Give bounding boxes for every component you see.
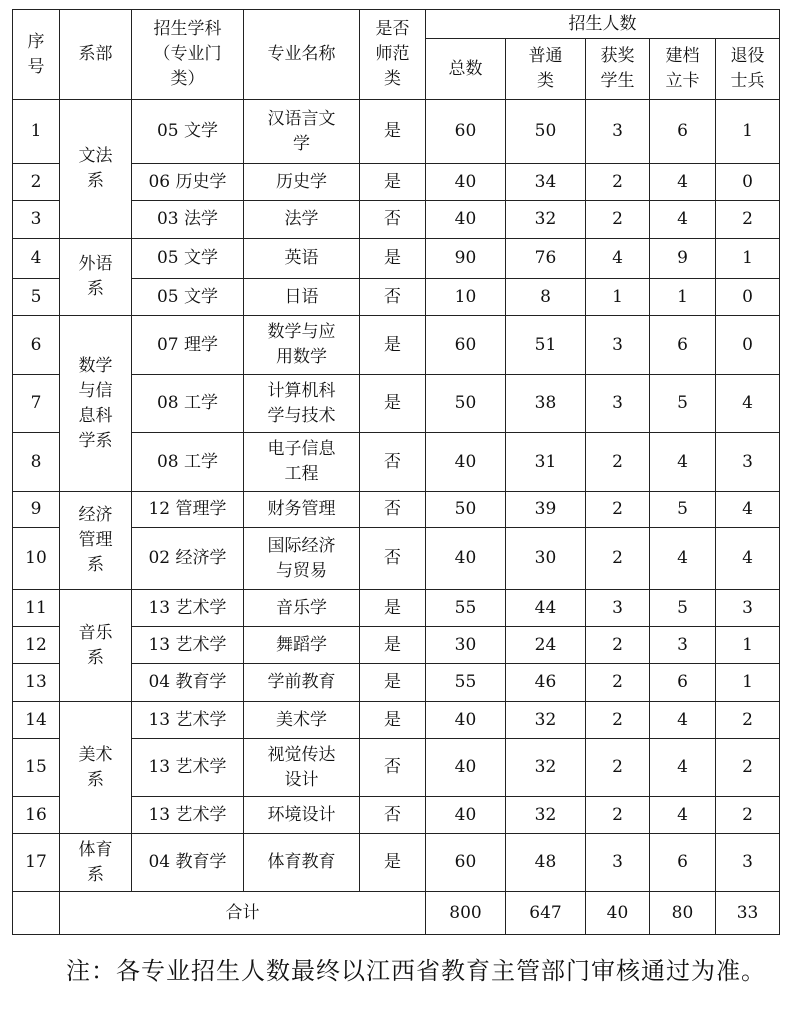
subject-cell: 08 工学 <box>132 375 244 433</box>
table-row <box>13 702 780 739</box>
row-seq: 3 <box>13 201 60 239</box>
veteran-cell: 0 <box>716 316 780 375</box>
subject-cell: 12 管理学 <box>132 492 244 528</box>
header-veteran: 退役 士兵 <box>716 39 780 100</box>
poverty-cell: 4 <box>650 433 716 492</box>
veteran-cell: 4 <box>716 528 780 590</box>
footnote <box>14 948 780 995</box>
totals-poverty: 80 <box>650 892 716 935</box>
award-cell: 3 <box>586 100 650 164</box>
veteran-cell: 1 <box>716 100 780 164</box>
row-seq: 17 <box>13 834 60 892</box>
dept-cell: 文法 系 <box>60 100 132 239</box>
subject-cell: 13 艺术学 <box>132 797 244 834</box>
total-cell: 40 <box>426 433 506 492</box>
subject-cell: 13 艺术学 <box>132 627 244 664</box>
row-seq: 14 <box>13 702 60 739</box>
poverty-cell: 6 <box>650 100 716 164</box>
major-cell: 音乐学 <box>244 590 360 627</box>
major-cell: 学前教育 <box>244 664 360 702</box>
row-seq: 2 <box>13 164 60 201</box>
header-general: 普通 类 <box>506 39 586 100</box>
normal-cell: 否 <box>360 201 426 239</box>
award-cell: 2 <box>586 797 650 834</box>
poverty-cell: 4 <box>650 797 716 834</box>
totals-general: 647 <box>506 892 586 935</box>
general-cell: 32 <box>506 702 586 739</box>
award-cell: 2 <box>586 739 650 797</box>
general-cell: 24 <box>506 627 586 664</box>
normal-cell: 是 <box>360 590 426 627</box>
totals-award: 40 <box>586 892 650 935</box>
award-cell: 3 <box>586 375 650 433</box>
row-seq: 11 <box>13 590 60 627</box>
normal-cell: 否 <box>360 279 426 316</box>
subject-cell: 02 经济学 <box>132 528 244 590</box>
poverty-cell: 4 <box>650 528 716 590</box>
poverty-cell: 4 <box>650 702 716 739</box>
subject-cell: 13 艺术学 <box>132 739 244 797</box>
row-seq: 16 <box>13 797 60 834</box>
totals-label: 合计 <box>60 892 426 935</box>
poverty-cell: 5 <box>650 375 716 433</box>
major-cell: 国际经济 与贸易 <box>244 528 360 590</box>
table-row <box>13 834 780 892</box>
row-seq: 10 <box>13 528 60 590</box>
total-cell: 55 <box>426 590 506 627</box>
totals-total: 800 <box>426 892 506 935</box>
general-cell: 8 <box>506 279 586 316</box>
award-cell: 2 <box>586 528 650 590</box>
subject-cell: 04 教育学 <box>132 664 244 702</box>
header-dept: 系部 <box>60 10 132 100</box>
veteran-cell: 1 <box>716 239 780 279</box>
veteran-cell: 2 <box>716 201 780 239</box>
general-cell: 51 <box>506 316 586 375</box>
total-cell: 90 <box>426 239 506 279</box>
header-award: 获奖 学生 <box>586 39 650 100</box>
header-poverty: 建档 立卡 <box>650 39 716 100</box>
enrollment-table <box>12 9 780 935</box>
total-cell: 40 <box>426 201 506 239</box>
row-seq: 6 <box>13 316 60 375</box>
normal-cell: 是 <box>360 375 426 433</box>
subject-cell: 08 工学 <box>132 433 244 492</box>
award-cell: 3 <box>586 316 650 375</box>
footnote-text: 注：各专业招生人数最终以江西省教育主管部门审核通过为准。 <box>66 957 766 985</box>
normal-cell: 否 <box>360 528 426 590</box>
total-cell: 40 <box>426 702 506 739</box>
normal-cell: 是 <box>360 100 426 164</box>
total-cell: 30 <box>426 627 506 664</box>
total-cell: 60 <box>426 316 506 375</box>
veteran-cell: 2 <box>716 702 780 739</box>
header-total: 总数 <box>426 39 506 100</box>
row-seq: 12 <box>13 627 60 664</box>
row-seq: 13 <box>13 664 60 702</box>
general-cell: 34 <box>506 164 586 201</box>
normal-cell: 是 <box>360 316 426 375</box>
general-cell: 46 <box>506 664 586 702</box>
veteran-cell: 2 <box>716 739 780 797</box>
veteran-cell: 1 <box>716 627 780 664</box>
veteran-cell: 0 <box>716 279 780 316</box>
row-seq: 5 <box>13 279 60 316</box>
totals-row <box>13 892 780 935</box>
total-cell: 50 <box>426 375 506 433</box>
header-seq: 序 号 <box>13 10 60 100</box>
subject-cell: 05 文学 <box>132 100 244 164</box>
major-cell: 数学与应 用数学 <box>244 316 360 375</box>
subject-cell: 07 理学 <box>132 316 244 375</box>
poverty-cell: 3 <box>650 627 716 664</box>
dept-cell: 美术 系 <box>60 702 132 834</box>
general-cell: 31 <box>506 433 586 492</box>
major-cell: 日语 <box>244 279 360 316</box>
veteran-cell: 4 <box>716 375 780 433</box>
dept-cell: 体育 系 <box>60 834 132 892</box>
table-row <box>13 316 780 375</box>
award-cell: 4 <box>586 239 650 279</box>
header-subject: 招生学科 （专业门 类） <box>132 10 244 100</box>
total-cell: 10 <box>426 279 506 316</box>
award-cell: 2 <box>586 201 650 239</box>
major-cell: 环境设计 <box>244 797 360 834</box>
general-cell: 32 <box>506 201 586 239</box>
total-cell: 55 <box>426 664 506 702</box>
general-cell: 32 <box>506 797 586 834</box>
subject-cell: 06 历史学 <box>132 164 244 201</box>
general-cell: 50 <box>506 100 586 164</box>
dept-cell: 经济 管理 系 <box>60 492 132 590</box>
total-cell: 40 <box>426 528 506 590</box>
general-cell: 30 <box>506 528 586 590</box>
table-row <box>13 590 780 627</box>
normal-cell: 否 <box>360 492 426 528</box>
total-cell: 40 <box>426 739 506 797</box>
general-cell: 44 <box>506 590 586 627</box>
poverty-cell: 5 <box>650 492 716 528</box>
subject-cell: 13 艺术学 <box>132 590 244 627</box>
poverty-cell: 9 <box>650 239 716 279</box>
award-cell: 2 <box>586 702 650 739</box>
normal-cell: 否 <box>360 433 426 492</box>
subject-cell: 13 艺术学 <box>132 702 244 739</box>
normal-cell: 否 <box>360 739 426 797</box>
veteran-cell: 0 <box>716 164 780 201</box>
total-cell: 60 <box>426 100 506 164</box>
major-cell: 财务管理 <box>244 492 360 528</box>
major-cell: 汉语言文 学 <box>244 100 360 164</box>
major-cell: 法学 <box>244 201 360 239</box>
award-cell: 2 <box>586 164 650 201</box>
subject-cell: 04 教育学 <box>132 834 244 892</box>
normal-cell: 否 <box>360 797 426 834</box>
header-major: 专业名称 <box>244 10 360 100</box>
veteran-cell: 3 <box>716 590 780 627</box>
poverty-cell: 4 <box>650 739 716 797</box>
total-cell: 60 <box>426 834 506 892</box>
total-cell: 40 <box>426 164 506 201</box>
normal-cell: 是 <box>360 702 426 739</box>
table-row <box>13 239 780 279</box>
header-enroll: 招生人数 <box>426 10 780 39</box>
award-cell: 2 <box>586 664 650 702</box>
poverty-cell: 6 <box>650 664 716 702</box>
veteran-cell: 3 <box>716 834 780 892</box>
major-cell: 历史学 <box>244 164 360 201</box>
dept-cell: 数学 与信 息科 学系 <box>60 316 132 492</box>
major-cell: 美术学 <box>244 702 360 739</box>
award-cell: 1 <box>586 279 650 316</box>
row-seq: 15 <box>13 739 60 797</box>
row-seq: 8 <box>13 433 60 492</box>
row-seq: 1 <box>13 100 60 164</box>
veteran-cell: 3 <box>716 433 780 492</box>
header-normal: 是否 师范 类 <box>360 10 426 100</box>
poverty-cell: 1 <box>650 279 716 316</box>
subject-cell: 05 文学 <box>132 279 244 316</box>
dept-cell: 音乐 系 <box>60 590 132 702</box>
veteran-cell: 1 <box>716 664 780 702</box>
award-cell: 3 <box>586 590 650 627</box>
veteran-cell: 4 <box>716 492 780 528</box>
row-seq: 7 <box>13 375 60 433</box>
normal-cell: 是 <box>360 239 426 279</box>
normal-cell: 是 <box>360 627 426 664</box>
major-cell: 舞蹈学 <box>244 627 360 664</box>
table-row <box>13 100 780 164</box>
poverty-cell: 5 <box>650 590 716 627</box>
major-cell: 计算机科 学与技术 <box>244 375 360 433</box>
major-cell: 视觉传达 设计 <box>244 739 360 797</box>
major-cell: 体育教育 <box>244 834 360 892</box>
award-cell: 2 <box>586 433 650 492</box>
poverty-cell: 4 <box>650 164 716 201</box>
total-cell: 50 <box>426 492 506 528</box>
normal-cell: 是 <box>360 664 426 702</box>
general-cell: 48 <box>506 834 586 892</box>
subject-cell: 05 文学 <box>132 239 244 279</box>
general-cell: 39 <box>506 492 586 528</box>
general-cell: 38 <box>506 375 586 433</box>
table-row <box>13 492 780 528</box>
total-cell: 40 <box>426 797 506 834</box>
row-seq: 9 <box>13 492 60 528</box>
poverty-cell: 6 <box>650 316 716 375</box>
poverty-cell: 6 <box>650 834 716 892</box>
row-seq: 4 <box>13 239 60 279</box>
normal-cell: 是 <box>360 834 426 892</box>
poverty-cell: 4 <box>650 201 716 239</box>
veteran-cell: 2 <box>716 797 780 834</box>
totals-blank <box>13 892 60 935</box>
major-cell: 英语 <box>244 239 360 279</box>
award-cell: 3 <box>586 834 650 892</box>
general-cell: 76 <box>506 239 586 279</box>
award-cell: 2 <box>586 492 650 528</box>
major-cell: 电子信息 工程 <box>244 433 360 492</box>
totals-veteran: 33 <box>716 892 780 935</box>
table-body <box>13 100 780 935</box>
normal-cell: 是 <box>360 164 426 201</box>
general-cell: 32 <box>506 739 586 797</box>
dept-cell: 外语 系 <box>60 239 132 316</box>
subject-cell: 03 法学 <box>132 201 244 239</box>
award-cell: 2 <box>586 627 650 664</box>
